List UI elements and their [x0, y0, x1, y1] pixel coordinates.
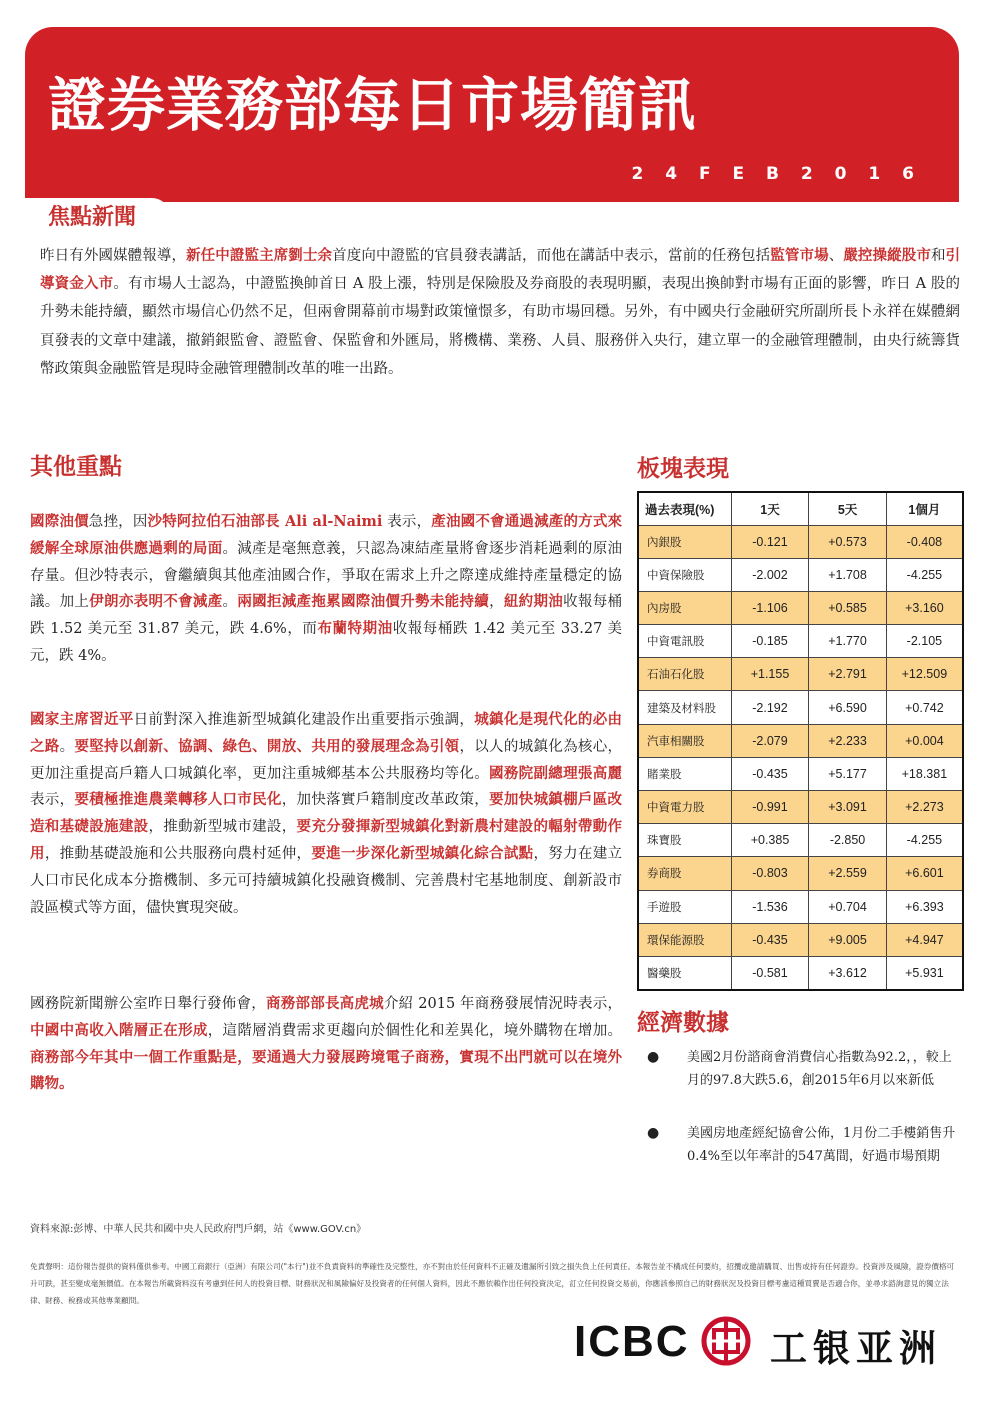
- five-day-cell: +0.585: [809, 591, 887, 624]
- one-day-cell: -0.581: [731, 956, 809, 989]
- highlighted-phrase: 監管市場: [770, 247, 829, 264]
- table-row: [638, 591, 963, 624]
- sector-name-cell: 券商股: [638, 857, 731, 890]
- column-header: 1天: [731, 492, 809, 525]
- table-row: [638, 791, 963, 824]
- five-day-cell: +9.005: [809, 923, 887, 956]
- text-run: ，加快落實戶籍制度改革政策，: [281, 792, 490, 809]
- one-month-cell: -4.255: [886, 824, 963, 857]
- highlighted-phrase: 引導資金入市: [40, 247, 961, 293]
- table-row: [638, 558, 963, 591]
- sector-name-cell: 手遊股: [638, 890, 731, 923]
- text-run: 國務院新聞辦公室昨日舉行發佈會，: [30, 996, 266, 1012]
- text-run: 和: [930, 248, 946, 264]
- text-run: 介紹 2015 年商務發展情況時表示，: [383, 996, 623, 1012]
- text-run: 首度向中證監的官員發表講話，而他在講話中表示，當前的任務包括: [332, 248, 771, 264]
- economic-data-heading: 經濟數據: [637, 1010, 729, 1036]
- focus-news-heading: 焦點新聞: [48, 205, 137, 230]
- one-day-cell: -0.121: [731, 525, 809, 558]
- text-run: 收報每桶跌 1.52 美元至 31.87 美元，跌 4.6%，而: [30, 594, 623, 638]
- five-day-cell: -2.850: [809, 824, 887, 857]
- five-day-cell: +3.612: [809, 956, 887, 989]
- sector-name-cell: 中資電力股: [638, 791, 731, 824]
- one-day-cell: -0.991: [731, 791, 809, 824]
- one-day-cell: -1.106: [731, 591, 809, 624]
- highlighted-phrase: 要加快城鎮棚戶區改造和基礎設施建設: [30, 791, 623, 836]
- highlighted-phrase: 布蘭特期油: [317, 620, 393, 638]
- highlighted-phrase: 產油國不會通過減產的方式來緩解全球原油供應過剩的局面: [30, 513, 623, 557]
- one-month-cell: +0.004: [886, 724, 963, 757]
- five-day-cell: +3.091: [809, 791, 887, 824]
- highlighted-phrase: 中國中高收入階層正在形成: [30, 1021, 208, 1039]
- sector-performance-heading: 板塊表現: [637, 456, 729, 482]
- one-day-cell: -2.002: [731, 558, 809, 591]
- one-day-cell: -0.185: [731, 625, 809, 658]
- table-row: [638, 956, 963, 989]
- table-row: [638, 923, 963, 956]
- highlighted-phrase: 要進一步深化新型城鎮化綜合試點: [311, 844, 534, 862]
- five-day-cell: +2.791: [809, 658, 887, 691]
- text-run: 日前對深入推進新型城鎮化建設作出重要指示強調，: [133, 712, 475, 728]
- disclaimer: 免責聲明：這份報告提供的資料僅供參考。中國工商銀行（亞洲）有限公司("本行")並不負責資料的準確性及完整性，亦不對由於任何資料不正確及遺漏所引致之損失負上任何責任。本報告並不構成任何要約，招攬或邀請購買、出售或持有任何證券。投資涉及風險，證券價格可升可跌，甚至變成毫無價值。在本報告所載資料沒有考慮到任何人的投資目標、財務狀況和風險偏好及投資者的任何個人資料，因此不應依賴作出任何投資決定，訂立任何投資交易前，你應該參照自己的財務狀況及投資目標考慮這種買賣是否適合你，並尋求諮詢意見的獨立法律、財務、稅務或其他專業顧問。: [30, 1262, 955, 1305]
- one-month-cell: -0.408: [886, 525, 963, 558]
- table-header-row: [638, 492, 963, 525]
- one-day-cell: -2.192: [731, 691, 809, 724]
- highlighted-phrase: 國務院副總理張高麗: [489, 764, 623, 782]
- one-day-cell: +0.385: [731, 824, 809, 857]
- highlighted-phrase: 紐約期油: [503, 593, 564, 611]
- five-day-cell: +5.177: [809, 757, 887, 790]
- sector-name-cell: 珠寶股: [638, 824, 731, 857]
- sector-name-cell: 環保能源股: [638, 923, 731, 956]
- highlighted-phrase: 伊朗亦表明不會減產: [89, 593, 223, 611]
- sector-name-cell: 汽車相關股: [638, 724, 731, 757]
- five-day-cell: +1.770: [809, 625, 887, 658]
- one-day-cell: -2.079: [731, 724, 809, 757]
- data-source: 資料來源:彭博、中華人民共和國中央人民政府門戶網，站《www.GOV.cn》: [30, 1224, 367, 1235]
- sector-name-cell: 石油石化股: [638, 658, 731, 691]
- five-day-cell: +0.704: [809, 890, 887, 923]
- one-day-cell: -0.803: [731, 857, 809, 890]
- one-month-cell: +2.273: [886, 791, 963, 824]
- sector-name-cell: 醫藥股: [638, 956, 731, 989]
- text-run: 。: [59, 738, 75, 755]
- icbc-logo-icon: [700, 1315, 752, 1367]
- text-run: ，推動新型城市建設，: [148, 819, 297, 836]
- highlighted-phrase: 城鎮化是現代化的必由之路: [30, 711, 623, 755]
- one-day-cell: +1.155: [731, 658, 809, 691]
- column-header: 1個月: [886, 492, 963, 525]
- one-month-cell: +12.509: [886, 658, 963, 691]
- one-month-cell: +5.931: [886, 956, 963, 989]
- other-highlights-heading: 其他重點: [30, 454, 122, 480]
- text-run: 。減產是毫無意義，只認為凍結產量將會逐步消耗過剩的原油存量。但沙特表示，會繼續與其他產油國合作，爭取在需求上升之際達成維持產量穩定的協議。加上: [30, 540, 622, 611]
- text-run: 。: [222, 594, 238, 611]
- highlighted-phrase: 商務部部長高虎城: [265, 995, 384, 1012]
- logo-wordmark-en: ICBC: [574, 1317, 690, 1366]
- focus-news-text: [40, 242, 960, 383]
- one-month-cell: +3.160: [886, 591, 963, 624]
- text-run: 、: [828, 248, 844, 264]
- table-row: [638, 757, 963, 790]
- highlighted-phrase: 沙特阿拉伯石油部長 Ali al-Naimi: [147, 513, 383, 530]
- table-row: [638, 625, 963, 658]
- highlighted-phrase: 要充分發揮新型城鎮化對新農村建設的輻射帶動作用: [30, 818, 623, 862]
- highlight-paragraph: [30, 707, 622, 921]
- highlighted-phrase: 兩國拒減產拖累國際油價升勢未能持續: [237, 593, 490, 611]
- economic-data-text: 美國房地產經紀協會公佈，1月份二手樓銷售升0.4%至以年率計的547萬間，好過市場預期: [687, 1126, 956, 1164]
- text-run: 收報每桶跌 1.42 美元至 33.27 美元，跌 4%。: [30, 621, 623, 664]
- text-run: 。有市場人士認為，中證監換帥首日 A 股上漲，特別是保險股及券商股的表現明顯，表現出換帥對市場有正面的影響，昨日 A 股的升勢未能持續，顯然市場信心仍然不足，但兩會開幕前市場對政策憧憬多，有助市場回穩。另外，有中國央行金融研究所副所長卜永祥在媒體網頁發表的文章中建議，撤銷銀監會、證監會、保監會和外匯局，將機構、業務、人員、服務併入央行，建立單一的金融管理體制，由央行統籌貨幣政策與金融監管是現時金融管理體制改革的唯一出路。: [40, 276, 960, 377]
- highlighted-phrase: 新任中證監主席劉士余: [186, 247, 333, 264]
- sector-name-cell: 賭業股: [638, 757, 731, 790]
- table-row: [638, 691, 963, 724]
- sector-performance-table: [637, 491, 964, 991]
- text-run: 表示，: [382, 514, 432, 530]
- table-row: [638, 724, 963, 757]
- highlighted-phrase: 嚴控操縱股市: [843, 247, 931, 264]
- text-run: ，努力在建立人口市民化成本分擔機制、多元可持續城鎮化投融資機制、完善農村宅基地制度、創新設市設區模式等方面，儘快實現突破。: [30, 845, 623, 916]
- text-run: ，: [489, 594, 504, 611]
- five-day-cell: +6.590: [809, 691, 887, 724]
- highlighted-phrase: 國家主席習近平: [30, 711, 134, 728]
- economic-data-text: 美國2月份諮商會消費信心指數為92.2，，較上月的97.8大跌5.6，創2015年6月以來新低: [687, 1050, 952, 1088]
- table-row: [638, 824, 963, 857]
- text-run: 表示，: [30, 792, 75, 809]
- one-month-cell: +4.947: [886, 923, 963, 956]
- one-day-cell: -0.435: [731, 757, 809, 790]
- column-header: 過去表現(%): [638, 492, 731, 525]
- text-run: 急挫，因: [88, 514, 148, 530]
- five-day-cell: +2.559: [809, 857, 887, 890]
- table-row: [638, 857, 963, 890]
- text-run: ，以人的城鎮化為核心，更加注重提高戶籍人口城鎮化率，更加注重城鄉基本公共服務均等化。: [30, 738, 623, 782]
- highlighted-phrase: 國際油價: [30, 513, 89, 530]
- sector-name-cell: 中資保險股: [638, 558, 731, 591]
- highlighted-phrase: 要堅持以創新、協調、綠色、開放、共用的發展理念為引領: [74, 737, 460, 755]
- report-date: 2 4 F E B 2 0 1 6: [631, 164, 922, 184]
- one-month-cell: +0.742: [886, 691, 963, 724]
- sector-name-cell: 內房股: [638, 591, 731, 624]
- table-row: [638, 890, 963, 923]
- one-month-cell: +6.393: [886, 890, 963, 923]
- sector-name-cell: 內銀股: [638, 525, 731, 558]
- five-day-cell: +2.233: [809, 724, 887, 757]
- highlight-paragraph: [30, 991, 622, 1098]
- one-month-cell: +18.381: [886, 757, 963, 790]
- table-row: [638, 658, 963, 691]
- highlighted-phrase: 要積極推進農業轉移人口市民化: [74, 791, 282, 809]
- sector-name-cell: 建築及材料股: [638, 691, 731, 724]
- five-day-cell: +1.708: [809, 558, 887, 591]
- sector-name-cell: 中資電訊股: [638, 625, 731, 658]
- text-run: ，推動基礎設施和公共服務向農村延伸，: [44, 845, 312, 862]
- table-row: [638, 525, 963, 558]
- one-day-cell: -0.435: [731, 923, 809, 956]
- column-header: 5天: [809, 492, 887, 525]
- text-run: ，這階層消費需求更趨向於個性化和差異化，境外購物在增加。: [207, 1022, 623, 1039]
- page-title: 證券業務部每日市場簡訊: [48, 71, 698, 139]
- highlight-paragraph: [30, 509, 622, 670]
- one-day-cell: -1.536: [731, 890, 809, 923]
- highlighted-phrase: 商務部今年其中一個工作重點是，要通過大力發展跨境電子商務，實現不出門就可以在境外購物。: [30, 1048, 622, 1093]
- bullet-icon: ●: [647, 1049, 660, 1065]
- five-day-cell: +0.573: [809, 525, 887, 558]
- one-month-cell: +6.601: [886, 857, 963, 890]
- logo-wordmark-cn: 工银亚洲: [770, 1327, 942, 1370]
- one-month-cell: -4.255: [886, 558, 963, 591]
- one-month-cell: -2.105: [886, 625, 963, 658]
- text-run: 昨日有外國媒體報導，: [40, 248, 187, 264]
- bullet-icon: ●: [647, 1125, 660, 1141]
